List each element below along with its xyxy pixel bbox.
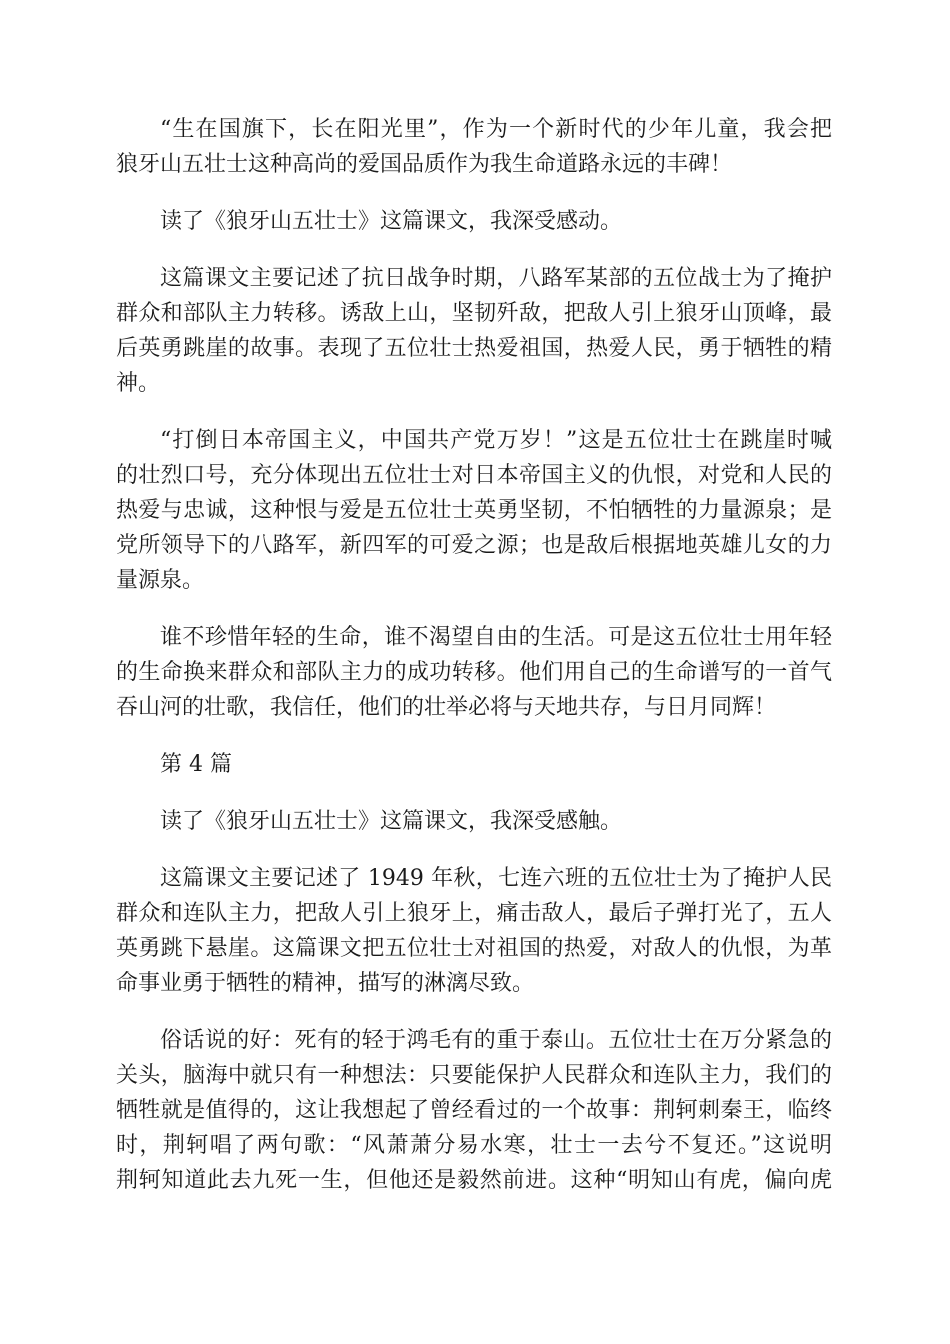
paragraph xyxy=(116,620,832,725)
text-line: 热爱与忠诚，这种恨与爱是五位壮士英勇坚韧，不怕牺牲的力量源泉；是 xyxy=(116,498,832,523)
text-line: 的壮烈口号，充分体现出五位壮士对日本帝国主义的仇恨，对党和人民的 xyxy=(116,463,832,488)
text-line: “打倒日本帝国主义，中国共产党万岁！”这是五位壮士在跳崖时喊 xyxy=(160,428,832,453)
text-line: 量源泉。 xyxy=(116,568,205,593)
text-line: 狼牙山五壮士这种高尚的爱国品质作为我生命道路永远的丰碑！ xyxy=(116,152,733,177)
document-page xyxy=(116,112,832,1220)
text-line: 第 4 篇 xyxy=(160,752,232,777)
text-line: 党所领导下的八路军，新四军的可爱之源；也是敌后根据地英雄儿女的力 xyxy=(116,533,832,558)
text-line: 英勇跳下悬崖。这篇课文把五位壮士对祖国的热爱，对敌人的仇恨，为革 xyxy=(116,936,832,961)
paragraph xyxy=(116,861,832,1001)
text-line: 吞山河的壮歌，我信任，他们的壮举必将与天地共存，与日月同辉！ xyxy=(116,695,777,720)
text-line: 牺牲就是值得的，这让我想起了曾经看过的一个故事：荆轲刺秦王，临终 xyxy=(116,1098,832,1123)
text-line: 后英勇跳崖的故事。表现了五位壮士热爱祖国，热爱人民，勇于牺牲的精 xyxy=(116,336,832,361)
text-line: 读了《狼牙山五壮士》这篇课文，我深受感动。 xyxy=(160,209,623,234)
paragraph xyxy=(116,261,832,401)
text-line: 神。 xyxy=(116,371,161,396)
paragraph xyxy=(116,747,832,782)
text-line: 的生命换来群众和部队主力的成功转移。他们用自己的生命谱写的一首气 xyxy=(116,660,832,685)
text-line: 这篇课文主要记述了 1949 年秋，七连六班的五位壮士为了掩护人民 xyxy=(160,866,832,891)
text-line: 这篇课文主要记述了抗日战争时期，八路军某部的五位战士为了掩护 xyxy=(160,266,832,291)
paragraph xyxy=(116,112,832,182)
text-line: 命事业勇于牺牲的精神，描写的淋漓尽致。 xyxy=(116,971,535,996)
paragraph xyxy=(116,204,832,239)
text-line: “生在国旗下，长在阳光里”，作为一个新时代的少年儿童，我会把 xyxy=(160,117,832,142)
text-line: 关头，脑海中就只有一种想法：只要能保护人民群众和连队主力，我们的 xyxy=(116,1063,832,1088)
text-line: 俗话说的好：死有的轻于鸿毛有的重于泰山。五位壮士在万分紧急的 xyxy=(160,1028,832,1053)
text-line: 谁不珍惜年轻的生命，谁不渴望自由的生活。可是这五位壮士用年轻 xyxy=(160,625,832,650)
paragraph xyxy=(116,423,832,598)
paragraph xyxy=(116,1023,832,1198)
text-line: 读了《狼牙山五壮士》这篇课文，我深受感触。 xyxy=(160,809,623,834)
text-line: 荆轲知道此去九死一生，但他还是毅然前进。这种“明知山有虎，偏向虎 xyxy=(116,1168,832,1193)
text-line: 群众和连队主力，把敌人引上狼牙上，痛击敌人，最后子弹打光了，五人 xyxy=(116,901,832,926)
paragraph xyxy=(116,804,832,839)
text-line: 时，荆轲唱了两句歌：“风萧萧分易水寒，壮士一去兮不复还。”这说明 xyxy=(116,1133,832,1158)
text-line: 群众和部队主力转移。诱敌上山，坚韧歼敌，把敌人引上狼牙山顶峰，最 xyxy=(116,301,832,326)
